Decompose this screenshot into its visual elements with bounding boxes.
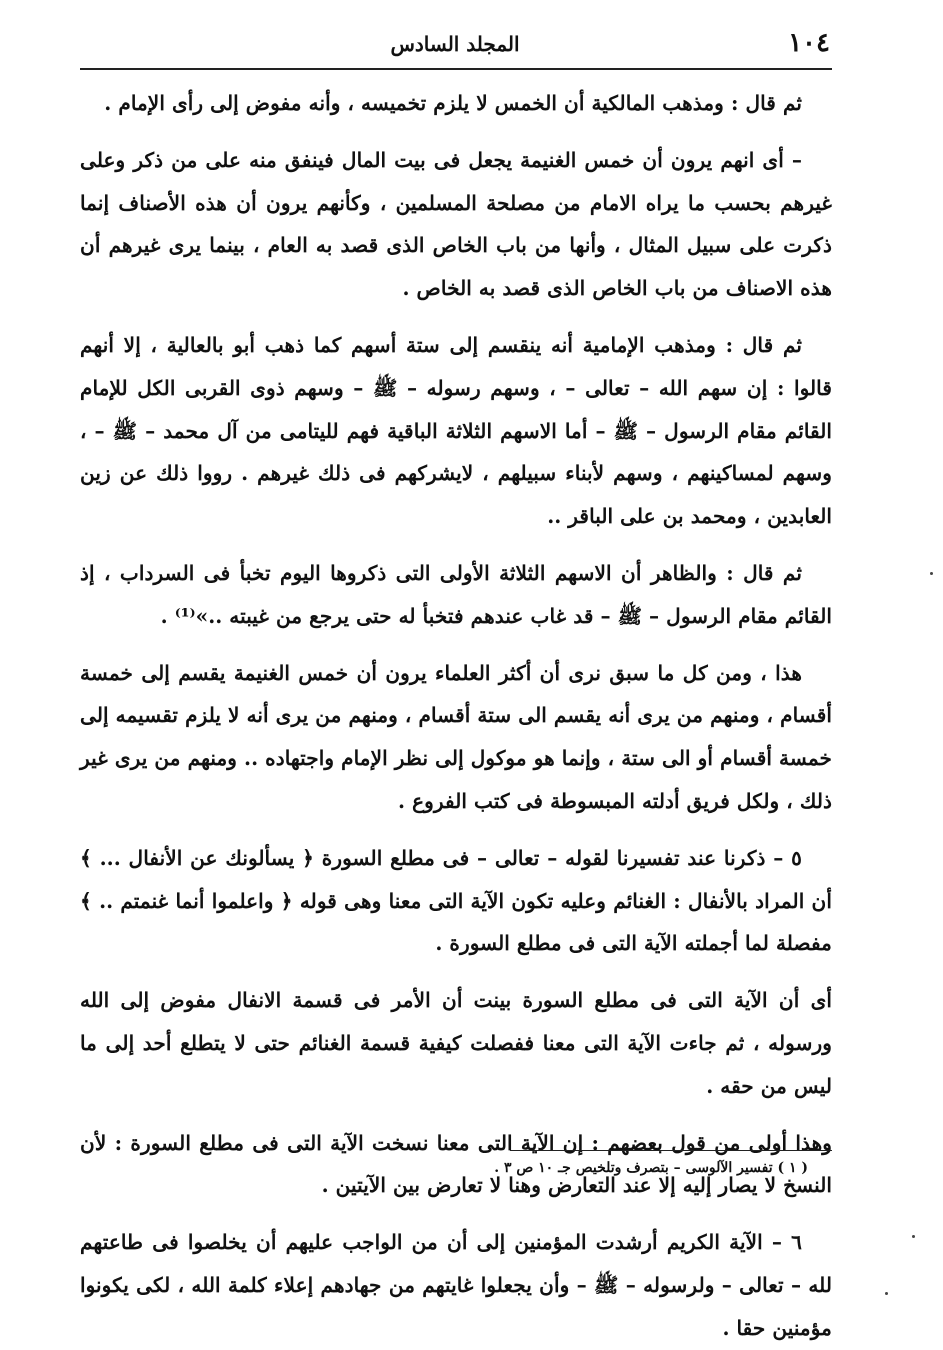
paragraph: ٥ – ذكرنا عند تفسيرنا لقوله – تعالى – فى مطلع السورة ﴿ يسألونك عن الأنفال ... ﴾ أن المراد بالأنفال : الغنائم وعليه تكون الآية التى معنا وهى قوله ﴿ واعلموا أنما غنمتم .. ﴾ مفصلة لما أجملته الآية التى فى مطلع السورة .	[80, 845, 832, 956]
paragraph: ثم قال : والظاهر أن الاسهم الثلاثة الأولى التى ذكروها اليوم تخبأ فى السرداب ، إذ القائم مقام الرسول – ﷺ – قد غاب عندهم فتخبأ له حتى يرجع من غيبته ..»⁽¹⁾ .	[80, 560, 832, 628]
page-number: ١٠٤	[788, 28, 830, 58]
footnote: ( ١ ) تفسير الآلوسى – بتصرف وتلخيص جـ ١٠ ص ٣ .	[494, 1160, 808, 1176]
scan-speck	[930, 572, 933, 575]
paragraph: – أى انهم يرون أن خمس الغنيمة يجعل فى بيت المال فينفق منه على من ذكر وعلى غيرهم بحسب ما يراه الامام من مصلحة المسلمين ، وكأنهم يرون أن هذه الأصناف إنما ذكرت على سبيل المثال ، وأنها من باب الخاص الذى قصد به العام ، بينما يرى غيرهم أن هذه الاصناف من باب الخاص الذى قصد به الخاص .	[80, 147, 832, 301]
paragraph: أى أن الآية التى فى مطلع السورة بينت أن الأمر فى قسمة الانفال مفوض إلى الله ورسوله ، ثم جاءت الآية التى معنا ففصلت كيفية قسمة الغنائم حتى لا يتطلع أحد إلى ما ليس من حقه .	[80, 988, 832, 1098]
running-title: المجلد السادس	[390, 32, 520, 56]
paragraph: هذا ، ومن كل ما سبق نرى أن أكثر العلماء يرون أن خمس الغنيمة يقسم إلى خمسة أقسام ، ومنهم من يرى أنه يقسم الى ستة أقسام ، ومنهم من يرى أنه لا يلزم تقسيمه إلى خمسة أقسام أو الى ستة ، وإنما هو موكول إلى نظر الإمام واجتهاده .. ومنهم من يرى غير ذلك ، ولكل فريق أدلته المبسوطة فى كتب الفروع .	[80, 660, 832, 813]
scan-speck	[912, 1235, 915, 1238]
scan-speck	[885, 1292, 888, 1295]
header-rule	[80, 68, 832, 70]
paragraph: ٦ – الآية الكريم أرشدت المؤمنين إلى أن من الواجب عليهم أن يخلصوا فى طاعتهم لله – تعالى – ولرسوله – ﷺ – وأن يجعلوا غايتهم من جهادهم إعلاء كلمة الله ، لكى يكونوا مؤمنين حقا .	[80, 1230, 832, 1340]
paragraph: وهذا أولى من قول بعضهم : إن الآية التى معنا نسخت الآية التى فى مطلع السورة : لأن النسخ لا يصار إليه إلا عند التعارض وهنا لا تعارض بين الآيتين .	[80, 1130, 832, 1198]
page-header	[80, 28, 830, 58]
paragraph: ثم قال : ومذهب المالكية أن الخمس لا يلزم تخميسه ، وأنه مفوض إلى رأى الإمام .	[104, 91, 802, 115]
paragraph: ثم قال : ومذهب الإمامية أنه ينقسم إلى ستة أسهم كما ذهب أبو بالعالية ، إلا أنهم قالوا : إن سهم الله – تعالى – ، وسهم رسوله – ﷺ – وسهم ذوى القربى الكل للإمام القائم مقام الرسول – ﷺ – أما الاسهم الثلاثة الباقية فهم لليتامى من آل محمد – ﷺ – ، وسهم لمساكينهم ، وسهم لأبناء سبيلهم ، لايشركهم فى ذلك غيرهم . رووا ذلك عن زين العابدين ، ومحمد بن على الباقر ..	[80, 332, 832, 529]
footnote-rule	[510, 1150, 832, 1151]
